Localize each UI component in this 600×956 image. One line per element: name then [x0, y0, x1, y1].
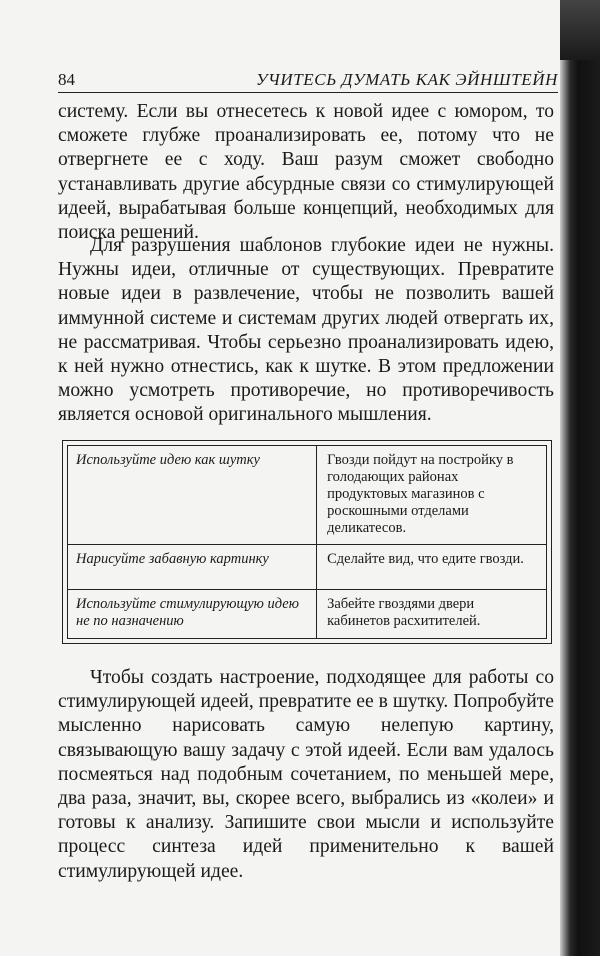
paragraph-patterns — [58, 234, 554, 428]
table-cell-example: Забейте гвоздями двери кабинетов расхитителей. — [317, 589, 547, 638]
table-row — [68, 544, 547, 589]
paragraph-text: Для разрушения шаблонов глубокие идеи не нужны. Нужны идеи, отличные от существующих. Превратите новые идеи в развлечение, чтобы не позволить вашей иммунной системе и системам других людей отвергать их, не рассматривая. Чтобы серьезно проанализировать идею, к ней нужно отнестись, как к шутке. В этом предложении можно усмотреть противоречие, но противоречивость является основой оригинального мышления. — [58, 235, 554, 426]
table-cell-tip: Используйте стимулирующую идею не по назначению — [68, 589, 317, 638]
running-title: УЧИТЕСЬ ДУМАТЬ КАК ЭЙНШТЕЙН — [256, 70, 558, 89]
paragraph-continued — [58, 100, 554, 245]
table-cell-example: Гвозди пойдут на постройку в голодающих районах продуктовых магазинов с роскошными отделами деликатесов. — [317, 446, 547, 545]
running-header — [58, 66, 558, 93]
page-spine-top — [560, 0, 600, 60]
paragraph-mood — [58, 666, 554, 884]
table-cell-tip: Используйте идею как шутку — [68, 446, 317, 545]
table-row — [68, 446, 547, 545]
table-cell-tip: Нарисуйте забавную картинку — [68, 544, 317, 589]
table-row — [68, 589, 547, 638]
ideas-table-frame — [62, 440, 552, 644]
paragraph-text: систему. Если вы отнесетесь к новой идее с юмором, то сможете глубже проанализировать ее, потому что не отвергнете ее с ходу. Ваш разум сможет свободно устанавливать другие абсурдные связи со стимулирующей идеей, вырабатывая больше концепций, необходимых для поиска решений. — [58, 101, 554, 244]
ideas-table — [67, 445, 547, 639]
table-cell-example: Сделайте вид, что едите гвозди. — [317, 544, 547, 589]
paragraph-text: Чтобы создать настроение, подходящее для работы со стимулирующей идеей, превратите ее в шутку. Попробуйте мысленно нарисовать самую нелепую картину, связывающую вашу задачу с этой идеей. Если вам удалось посмеяться над подобным сочетанием, по меньшей мере, два раза, значит, вы, скорее всего, выбрались из «колеи» и готовы к анализу. Запишите свои мысли и используйте процесс синтеза идей применительно к вашей стимулирующей идее. — [58, 667, 554, 882]
page-number: 84 — [58, 70, 75, 89]
page-spine-shadow — [560, 0, 600, 956]
